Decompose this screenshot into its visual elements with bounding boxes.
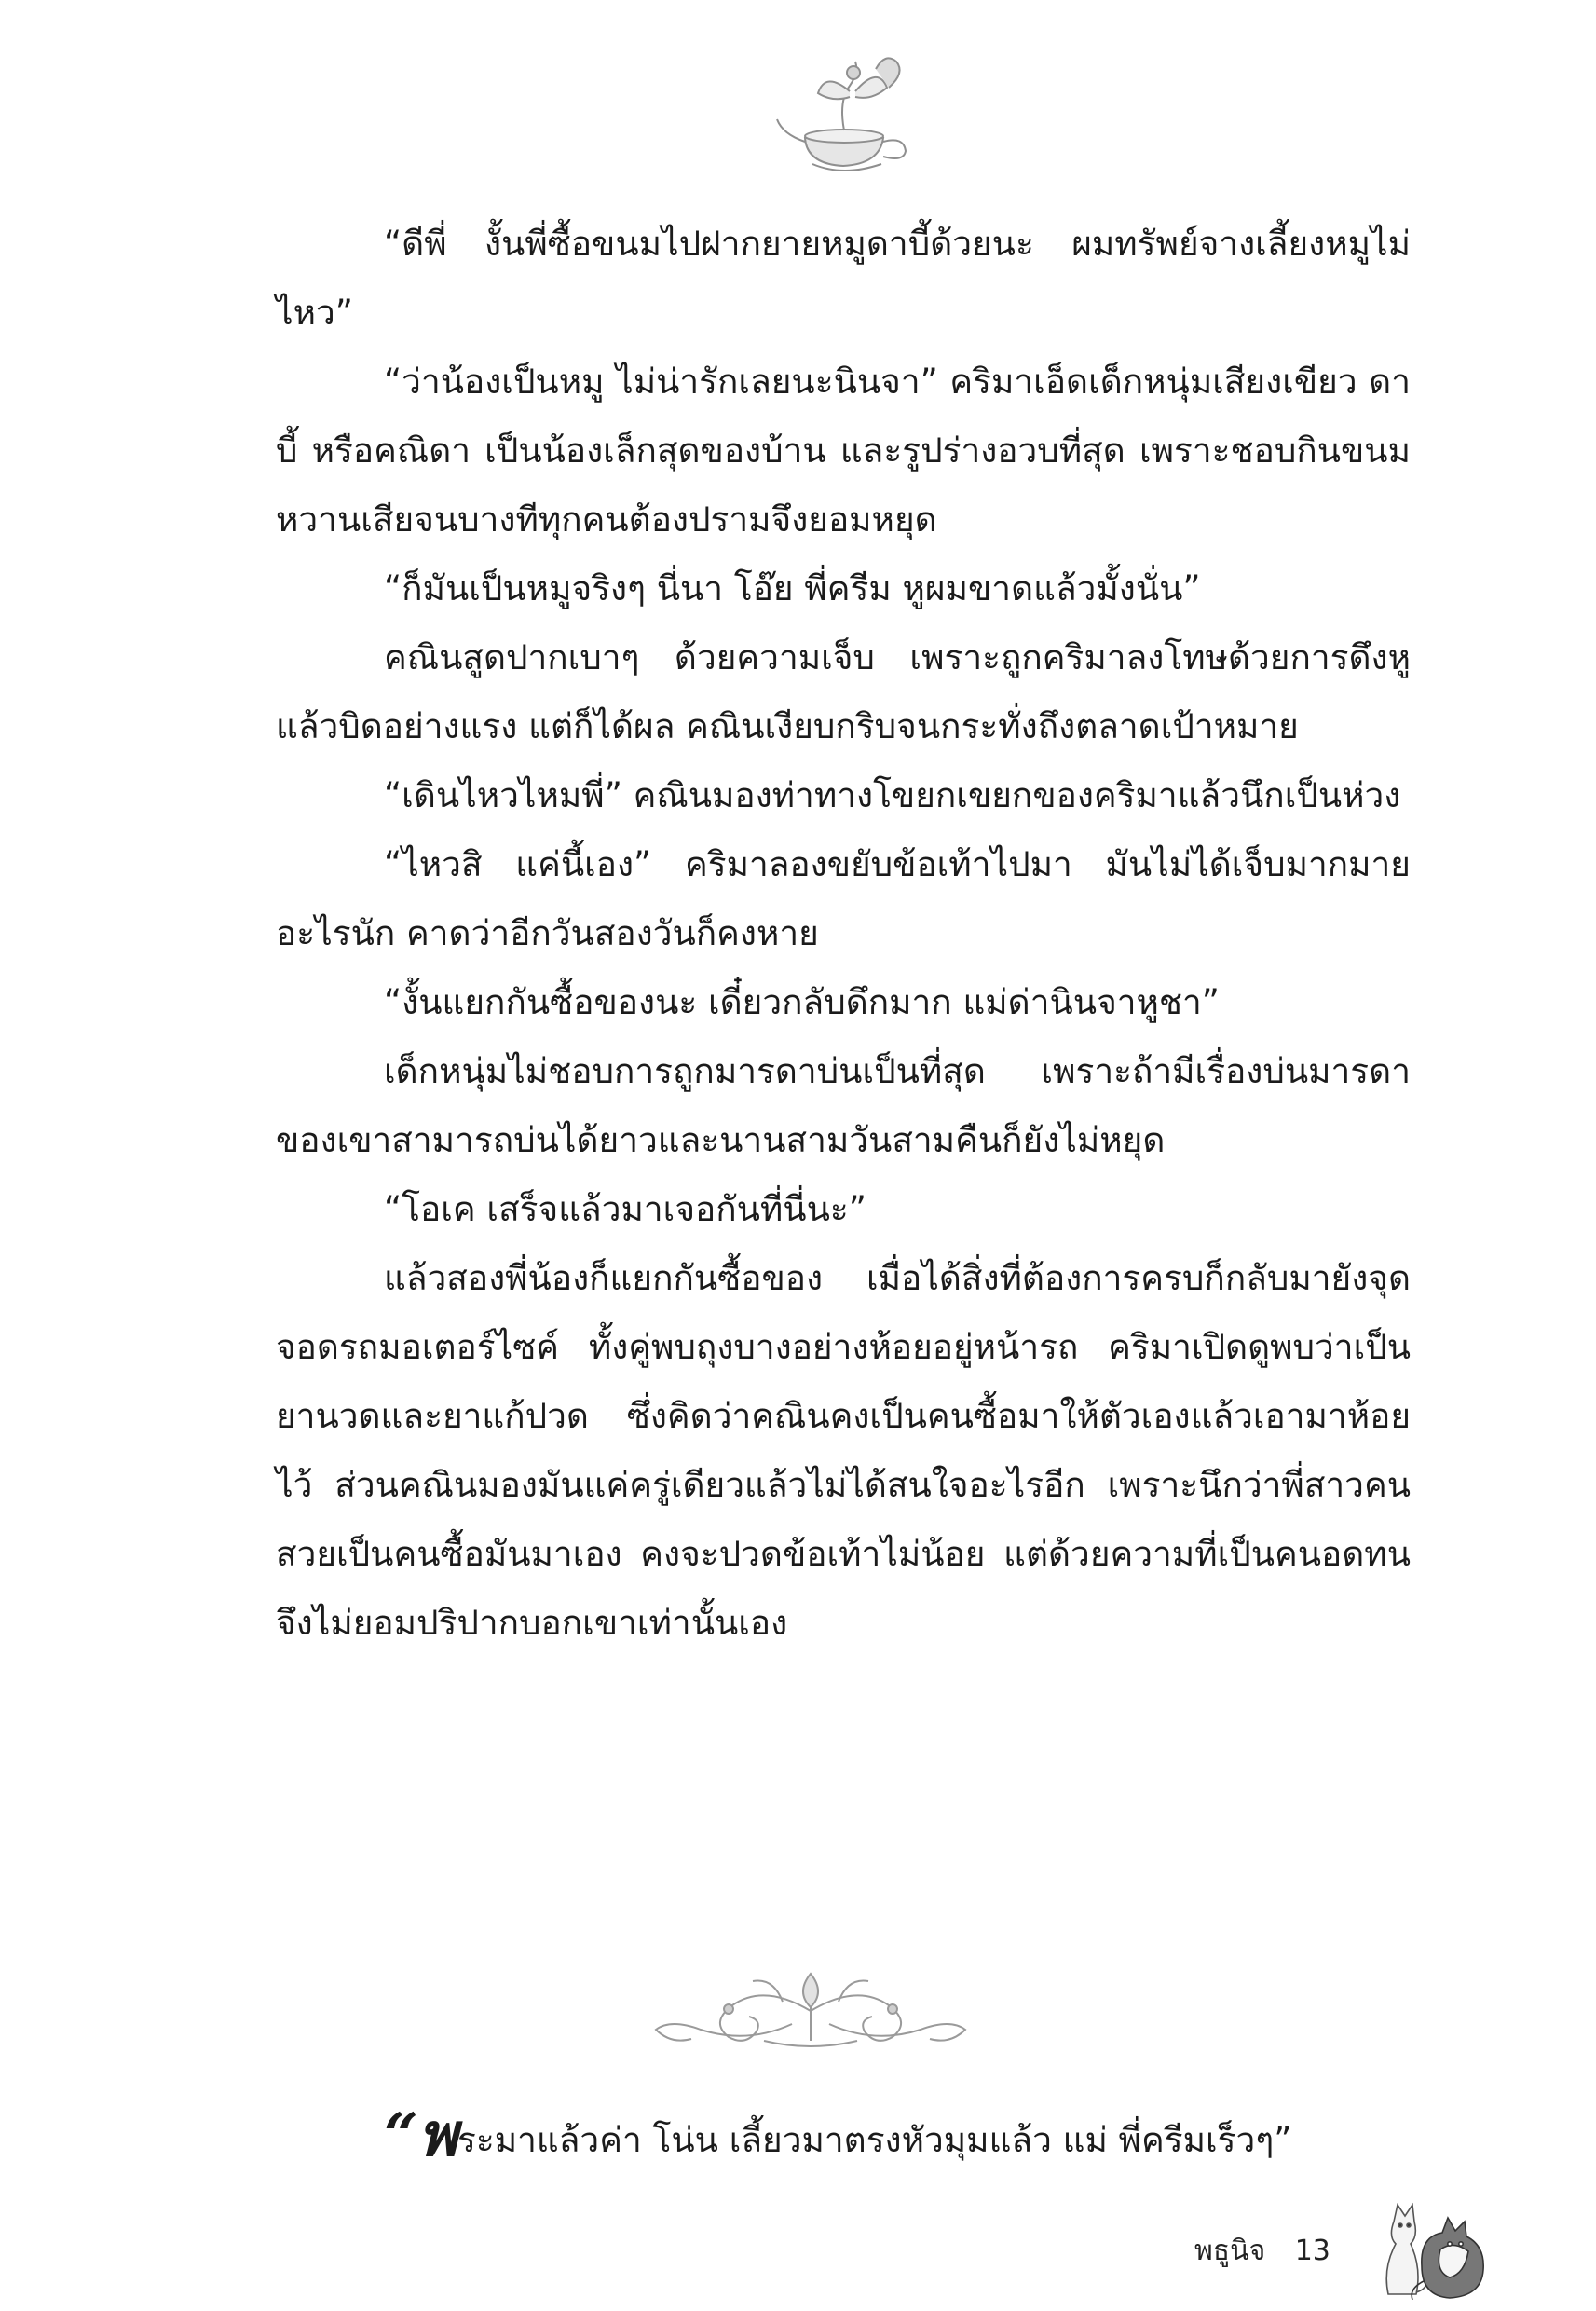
- story-body: [276, 210, 1411, 1658]
- chapter-opening-text: ระมาแล้วค่า โน่น เลี้ยวมาตรงหัวมุมแล้ว แม่ พี่ครีมเร็วๆ”: [457, 2120, 1292, 2160]
- page-number: 13: [1294, 2235, 1330, 2267]
- paragraph: “ไหวสิ แค่นี้เอง” คริมาลองขยับข้อเท้าไปมา มันไม่ได้เจ็บมากมายอะไรนัก คาดว่าอีกวันสองวันก็คงหาย: [276, 844, 1411, 953]
- flourish-divider-icon: [643, 1955, 978, 2058]
- author-name: พธูนิจ: [1194, 2235, 1266, 2267]
- paragraph: เด็กหนุ่มไม่ชอบการถูกมารดาบ่นเป็นที่สุด เพราะถ้ามีเรื่องบ่นมารดาของเขาสามารถบ่นได้ยาวและนานสามวันสามคืนก็ยังไม่หยุด: [276, 1051, 1411, 1160]
- paragraph: “ดีพี่ งั้นพี่ซื้อขนมไปฝากยายหมูดาบี้ด้วยนะ ผมทรัพย์จางเลี้ยงหมูไม่ไหว”: [276, 224, 1411, 333]
- cats-illustration-icon: [1375, 2184, 1489, 2305]
- paragraph: แล้วสองพี่น้องก็แยกกันซื้อของ เมื่อได้สิ่งที่ต้องการครบก็กลับมายังจุดจอดรถมอเตอร์ไซค์ ทั้งคู่พบถุงบางอย่างห้อยอยู่หน้ารถ คริมาเปิดดูพบว่าเป็นยานวดและยาแก้ปวด ซึ่งคิดว่าคณินคงเป็นคนซื้อมาให้ตัวเองแล้วเอามาห้อยไว้ ส่วนคณินมองมันแค่ครู่เดียวแล้วไม่ได้สนใจอะไรอีก เพราะนึกว่าพี่สาวคนสวยเป็นคนซื้อมันมาเอง คงจะปวดข้อเท้าไม่น้อย แต่ด้วยความที่เป็นคนอดทนจึงไม่ยอมปริปากบอกเขาเท่านั้นเอง: [276, 1258, 1411, 1643]
- footer-text: [1194, 2229, 1330, 2273]
- paragraph: “โอเค เสร็จแล้วมาเจอกันที่นี่นะ”: [384, 1189, 866, 1229]
- fairy-teapot-ornament-icon: [764, 45, 922, 185]
- drop-cap: “พ: [384, 2100, 457, 2170]
- paragraph: “งั้นแยกกันซื้อของนะ เดี๋ยวกลับดึกมาก แม่ด่านินจาหูชา”: [384, 982, 1220, 1022]
- page-footer: [1165, 2143, 1444, 2311]
- paragraph: “ก็มันเป็นหมูจริงๆ นี่นา โอ๊ย พี่ครีม หูผมขาดแล้วมั้งนั่น”: [384, 568, 1201, 609]
- paragraph: “เดินไหวไหมพี่” คณินมองท่าทางโขยกเขยกของคริมาแล้วนึกเป็นห่วง: [384, 775, 1401, 815]
- paragraph: “ว่าน้องเป็นหมู ไม่น่ารักเลยนะนินจา” คริมาเอ็ดเด็กหนุ่มเสียงเขียว ดาบี้ หรือคณิดา เป็นน้องเล็กสุดของบ้าน และรูปร่างอวบที่สุด เพราะชอบกินขนมหวานเสียจนบางทีทุกคนต้องปรามจึงยอมหยุด: [276, 362, 1411, 540]
- paragraph: คณินสูดปากเบาๆ ด้วยความเจ็บ เพราะถูกคริมาลงโทษด้วยการดึงหูแล้วบิดอย่างแรง แต่ก็ได้ผล คณินเงียบกริบจนกระทั่งถึงตลาดเป้าหมาย: [276, 637, 1411, 746]
